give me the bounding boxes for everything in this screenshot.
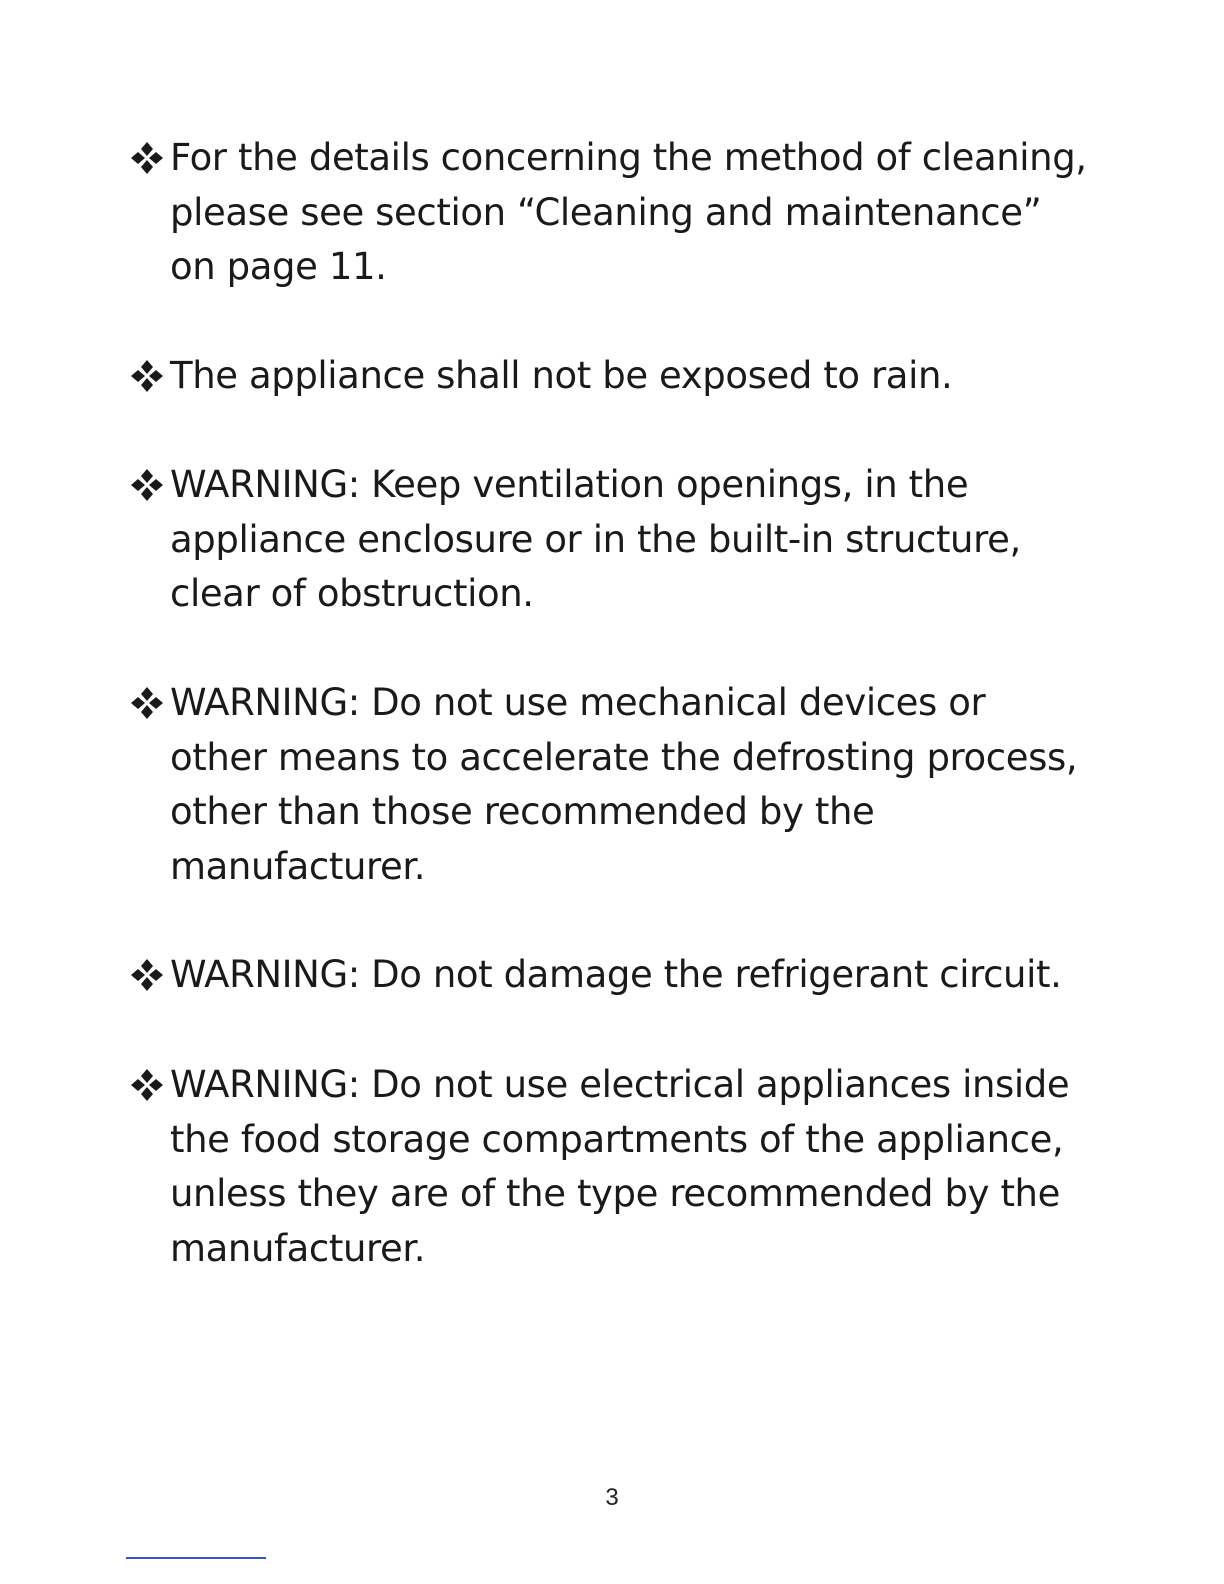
list-item-text: The appliance shall not be exposed to rain. <box>170 354 953 397</box>
footnote-divider <box>126 1557 266 1559</box>
list-item-text: WARNING: Do not use electrical appliances inside the food storage compartments of the appliance, unless they are of the type recommended by the manufacturer. <box>170 1063 1070 1270</box>
four-diamond-bullet-icon <box>130 458 170 512</box>
list-item-text: WARNING: Do not use mechanical devices or other means to accelerate the defrosting process, other than those recommended by the manufacturer. <box>170 681 1078 888</box>
list-item-text: For the details concerning the method of cleaning, please see section “Cleaning and maintenance” on page 11. <box>170 136 1087 288</box>
list-item <box>130 1058 1130 1276</box>
page-number: 3 <box>605 1484 619 1511</box>
four-diamond-bullet-icon <box>130 349 170 403</box>
four-diamond-bullet-icon <box>130 1058 170 1112</box>
list-item <box>130 349 1130 404</box>
four-diamond-bullet-icon <box>130 676 170 730</box>
list-item-text: WARNING: Do not damage the refrigerant circuit. <box>170 953 1062 996</box>
list-item <box>130 676 1130 894</box>
list-item-text: WARNING: Keep ventilation openings, in the appliance enclosure or in the built-in structure, clear of obstruction. <box>170 463 1021 615</box>
list-item <box>130 948 1130 1003</box>
list-item <box>130 458 1130 622</box>
four-diamond-bullet-icon <box>130 131 170 185</box>
list-item <box>130 131 1130 295</box>
four-diamond-bullet-icon <box>130 948 170 1002</box>
